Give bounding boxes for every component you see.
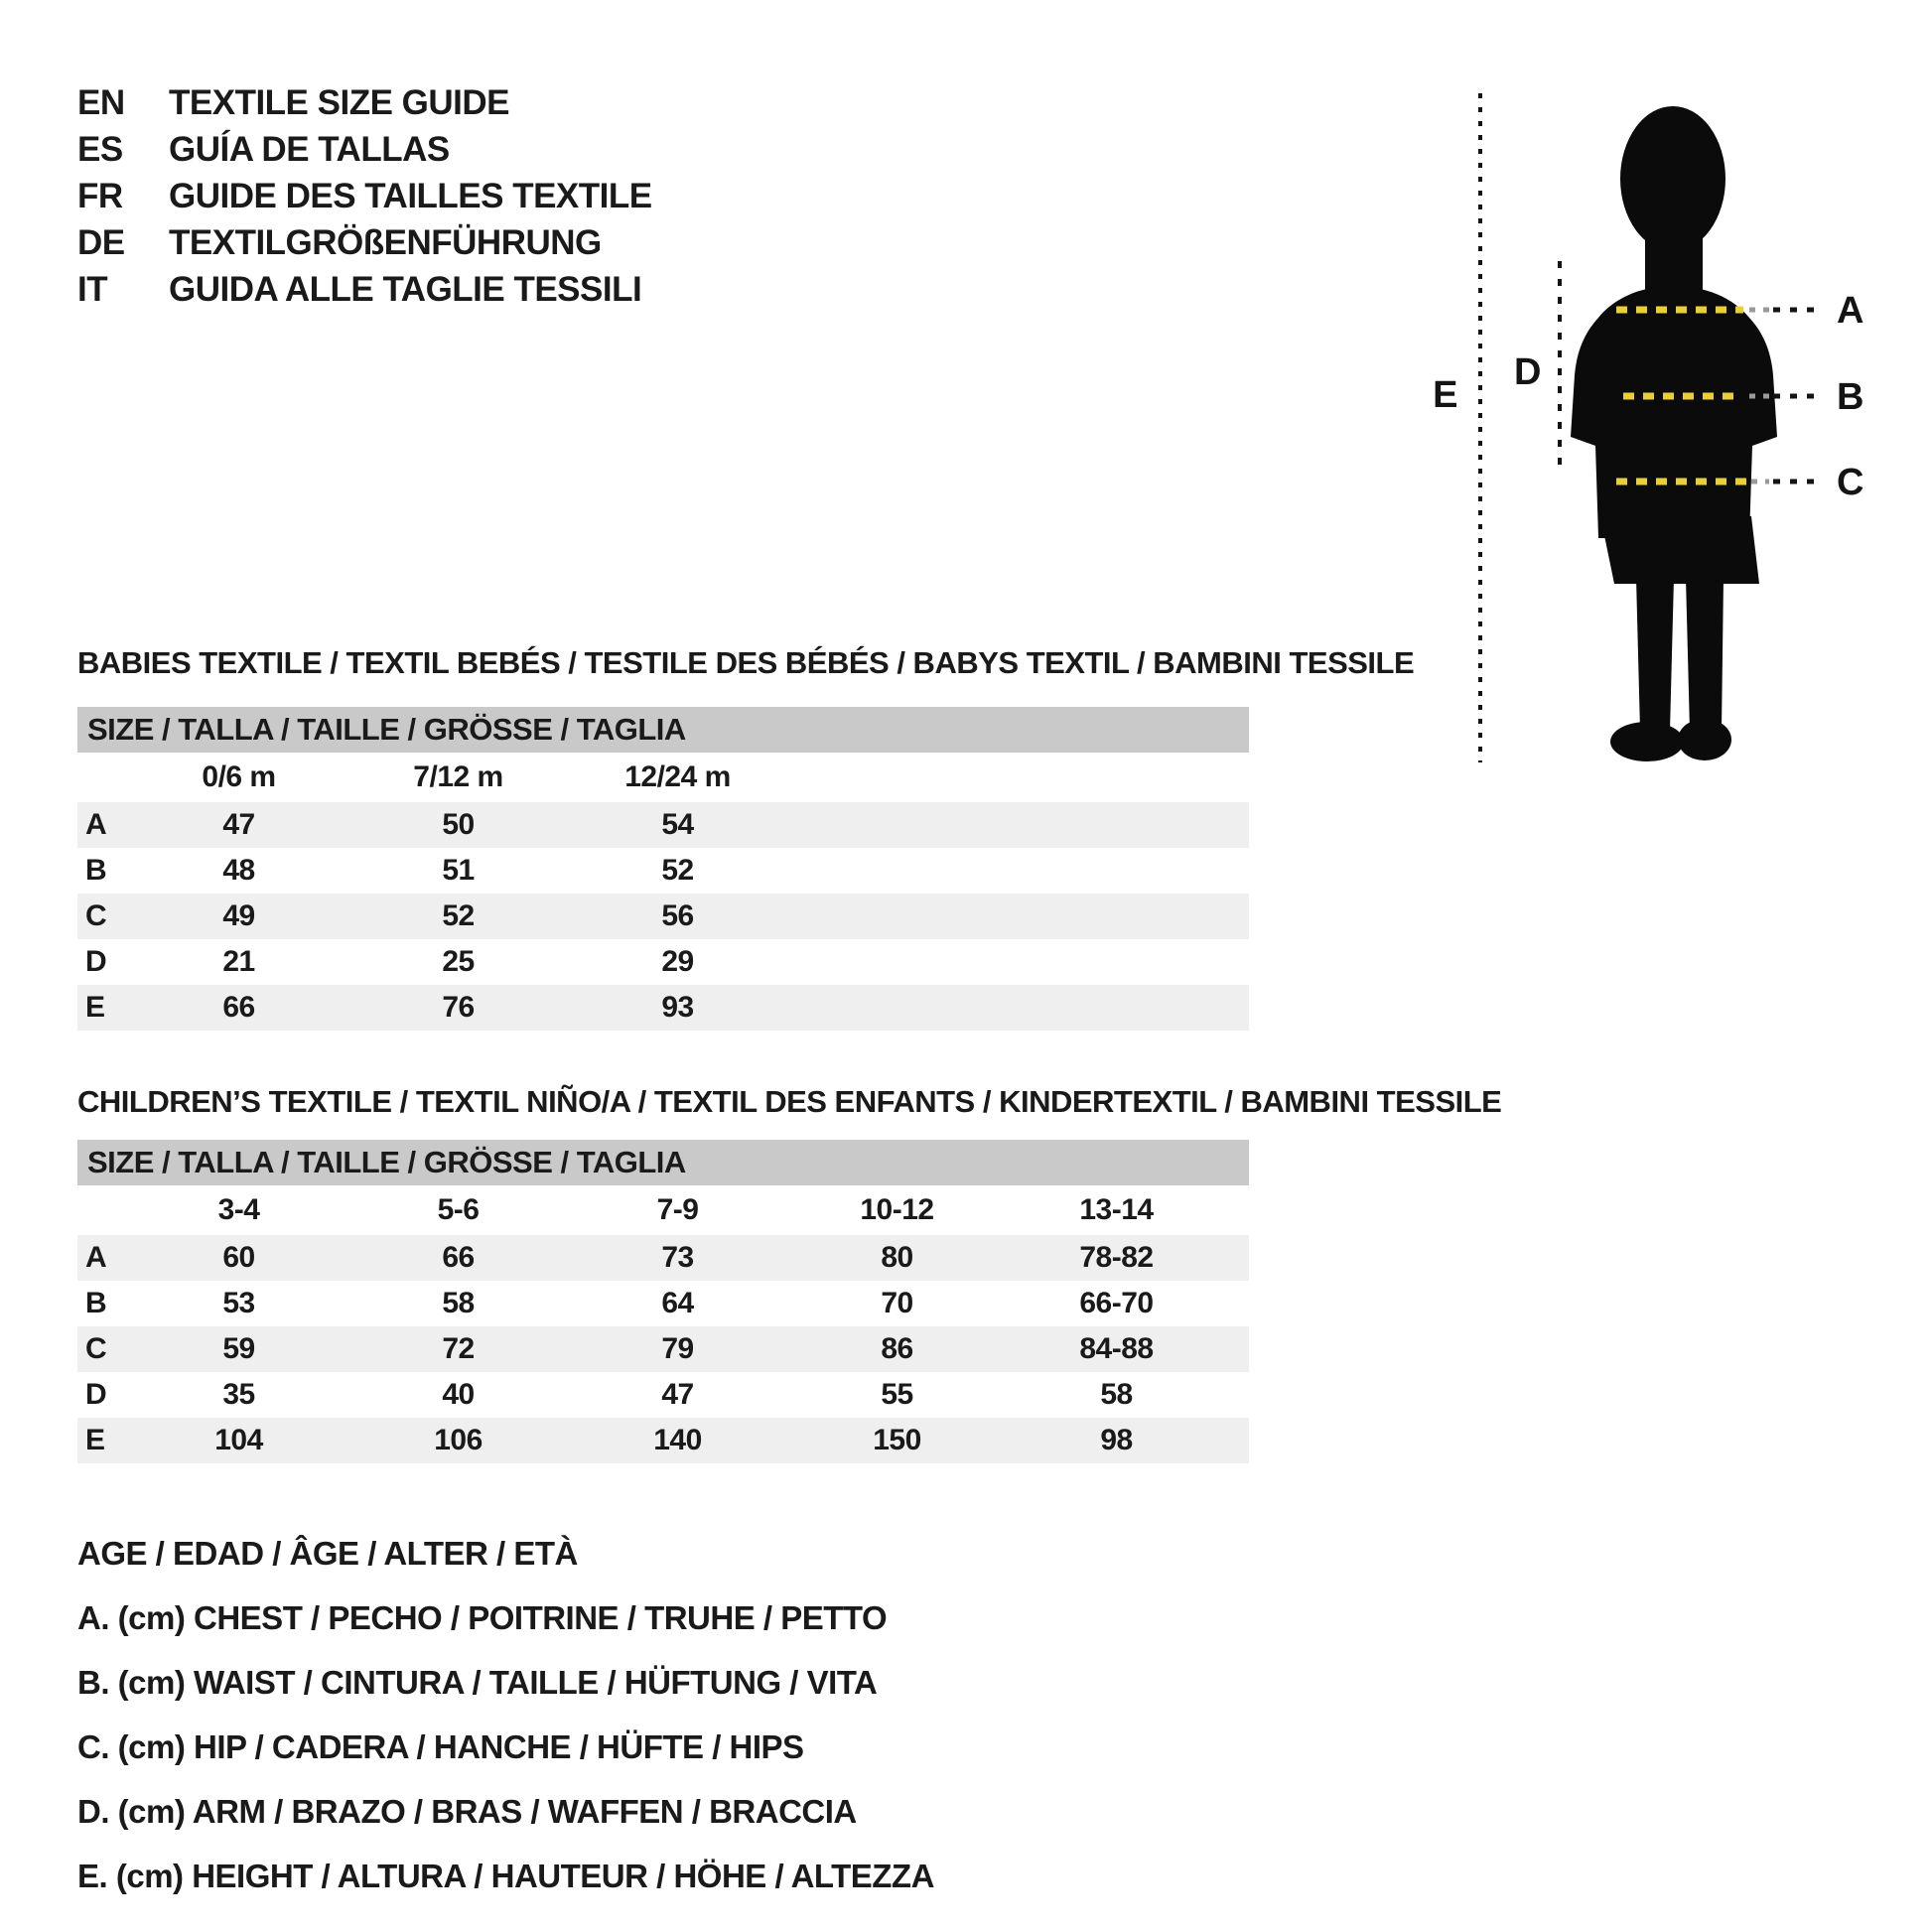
size-header-label: SIZE / TALLA / TAILLE / GRÖSSE / TAGLIA	[87, 712, 686, 747]
table-cell: 47	[661, 1378, 694, 1411]
children-size-table	[77, 1140, 1249, 1463]
table-cell: 93	[661, 991, 694, 1024]
table-row	[77, 848, 1249, 894]
row-label: A	[85, 1241, 107, 1274]
table-row	[77, 1235, 1249, 1281]
table-cell: 52	[442, 899, 475, 932]
table-cell: 104	[214, 1424, 263, 1456]
table-cell: 35	[222, 1378, 255, 1411]
children-column-headers	[77, 1185, 1249, 1235]
table-cell: 66	[442, 1241, 475, 1274]
row-label: A	[85, 808, 107, 841]
table-cell: 25	[442, 945, 475, 978]
row-label: B	[85, 1287, 107, 1319]
table-cell: 73	[661, 1241, 694, 1274]
column-header: 10-12	[860, 1193, 934, 1226]
diagram-label-a: A	[1837, 290, 1863, 332]
legend-line: B. (cm) WAIST / CINTURA / TAILLE / HÜFTUNG / VITA	[77, 1663, 878, 1701]
row-label: E	[85, 991, 105, 1024]
column-header: 7-9	[656, 1193, 699, 1226]
legend-line: C. (cm) HIP / CADERA / HANCHE / HÜFTE / HIPS	[77, 1727, 804, 1765]
table-cell: 60	[222, 1241, 255, 1274]
table-cell: 98	[1100, 1424, 1133, 1456]
table-cell: 54	[661, 808, 694, 841]
row-label: E	[85, 1424, 105, 1456]
table-cell: 150	[873, 1424, 921, 1456]
language-row	[77, 79, 652, 126]
table-row	[77, 1418, 1249, 1463]
table-row	[77, 802, 1249, 848]
table-cell: 48	[222, 854, 255, 887]
table-cell: 59	[222, 1332, 255, 1365]
children-table-body	[77, 1235, 1249, 1463]
table-cell: 50	[442, 808, 475, 841]
size-header-bar	[77, 707, 1249, 753]
table-cell: 72	[442, 1332, 475, 1365]
guide-title: GUIDA ALLE TAGLIE TESSILI	[169, 269, 642, 309]
silhouette-shorts	[1600, 516, 1759, 584]
table-cell: 66-70	[1079, 1287, 1154, 1319]
guide-title: GUIDE DES TAILLES TEXTILE	[169, 176, 652, 215]
language-code: ES	[77, 129, 123, 169]
language-code: EN	[77, 82, 125, 122]
table-row	[77, 939, 1249, 985]
table-cell: 21	[222, 945, 255, 978]
table-cell: 47	[222, 808, 255, 841]
table-row	[77, 1281, 1249, 1326]
table-cell: 40	[442, 1378, 475, 1411]
table-cell: 51	[442, 854, 475, 887]
language-code: DE	[77, 222, 125, 262]
table-cell: 78-82	[1079, 1241, 1154, 1274]
legend-line: E. (cm) HEIGHT / ALTURA / HAUTEUR / HÖHE / ALTEZZA	[77, 1857, 934, 1894]
table-cell: 49	[222, 899, 255, 932]
babies-table-body	[77, 802, 1249, 1031]
language-row	[77, 126, 652, 173]
size-header-label: SIZE / TALLA / TAILLE / GRÖSSE / TAGLIA	[87, 1145, 686, 1179]
table-cell: 64	[661, 1287, 694, 1319]
language-row	[77, 219, 652, 266]
legend-line: AGE / EDAD / ÂGE / ALTER / ETÀ	[77, 1534, 578, 1572]
table-cell: 58	[1100, 1378, 1133, 1411]
language-code: FR	[77, 176, 123, 215]
table-cell: 79	[661, 1332, 694, 1365]
measurement-legend	[77, 1521, 934, 1908]
table-cell: 86	[881, 1332, 913, 1365]
table-cell: 58	[442, 1287, 475, 1319]
table-cell: 29	[661, 945, 694, 978]
guide-title: GUÍA DE TALLAS	[169, 129, 450, 169]
column-header: 0/6 m	[202, 760, 276, 793]
row-label: B	[85, 854, 107, 887]
silhouette-right-shoe	[1678, 719, 1731, 760]
column-header: 12/24 m	[624, 760, 731, 793]
size-header-bar	[77, 1140, 1249, 1185]
child-silhouette	[1571, 106, 1777, 761]
row-label: C	[85, 899, 107, 932]
table-cell: 53	[222, 1287, 255, 1319]
row-label: D	[85, 945, 107, 978]
table-cell: 84-88	[1079, 1332, 1154, 1365]
row-label: C	[85, 1332, 107, 1365]
children-section-heading: CHILDREN’S TEXTILE / TEXTIL NIÑO/A / TEXTIL DES ENFANTS / KINDERTEXTIL / BAMBINI TESSILE	[77, 1084, 1502, 1119]
table-row	[77, 985, 1249, 1031]
silhouette-right-leg	[1686, 578, 1724, 731]
diagram-label-c: C	[1837, 462, 1863, 503]
guide-title: TEXTILGRÖßENFÜHRUNG	[169, 222, 602, 262]
measurement-diagram	[1420, 79, 1932, 774]
legend-line: A. (cm) CHEST / PECHO / POITRINE / TRUHE / PETTO	[77, 1598, 888, 1636]
table-cell: 76	[442, 991, 475, 1024]
diagram-label-e: E	[1433, 374, 1457, 416]
legend-line: D. (cm) ARM / BRAZO / BRAS / WAFFEN / BRACCIA	[77, 1792, 857, 1830]
table-cell: 55	[881, 1378, 913, 1411]
table-row	[77, 1372, 1249, 1418]
language-title-block	[77, 79, 652, 313]
silhouette-left-leg	[1636, 578, 1674, 731]
language-row	[77, 266, 652, 313]
column-header: 13-14	[1079, 1193, 1154, 1226]
column-header: 7/12 m	[413, 760, 503, 793]
babies-size-table	[77, 707, 1249, 1031]
language-row	[77, 173, 652, 219]
babies-section-heading: BABIES TEXTILE / TEXTIL BEBÉS / TESTILE DES BÉBÉS / BABYS TEXTIL / BAMBINI TESSILE	[77, 645, 1415, 680]
table-cell: 56	[661, 899, 694, 932]
babies-column-headers	[77, 753, 1249, 802]
language-code: IT	[77, 269, 108, 309]
silhouette-left-shoe	[1610, 722, 1684, 761]
table-cell: 140	[653, 1424, 702, 1456]
row-label: D	[85, 1378, 107, 1411]
column-header: 5-6	[437, 1193, 480, 1226]
diagram-label-b: B	[1837, 376, 1863, 418]
table-row	[77, 894, 1249, 939]
table-cell: 106	[434, 1424, 483, 1456]
guide-title: TEXTILE SIZE GUIDE	[169, 82, 509, 122]
table-cell: 66	[222, 991, 255, 1024]
table-cell: 80	[881, 1241, 913, 1274]
table-cell: 52	[661, 854, 694, 887]
column-header: 3-4	[217, 1193, 260, 1226]
silhouette-torso	[1571, 286, 1777, 538]
diagram-label-d: D	[1514, 351, 1541, 393]
table-row	[77, 1326, 1249, 1372]
table-cell: 70	[881, 1287, 913, 1319]
